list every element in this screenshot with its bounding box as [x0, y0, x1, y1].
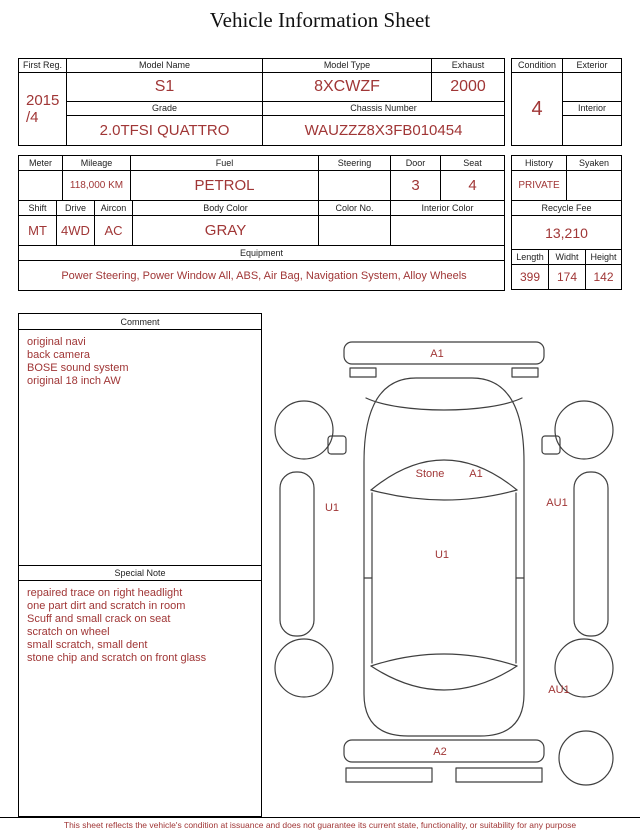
condition-table [511, 58, 622, 146]
damage-label-rear: A2 [433, 746, 447, 758]
damage-label-rear-right: AU1 [548, 684, 570, 696]
meter-label: Meter [19, 156, 63, 170]
history-table [511, 155, 622, 290]
damage-label-right-side: AU1 [546, 497, 568, 509]
height-label: Height [590, 251, 617, 262]
first-reg-month: /4 [26, 109, 39, 126]
width-value: 174 [549, 265, 586, 289]
comment-line: original navi [27, 336, 86, 348]
model-type-label: Model Type [263, 59, 432, 73]
rear-window-top-arc [371, 654, 517, 666]
body-color-label: Body Color [133, 201, 319, 215]
comment-text [19, 330, 261, 565]
steering-value [319, 171, 391, 200]
wheel-front-right [555, 401, 613, 459]
disclaimer-text: This sheet reflects the vehicle's condition at issuance and does not guarantee its current state, functionality, or suitability for any purpose [63, 820, 577, 830]
damage-label-front: A1 [430, 348, 444, 360]
damage-label-left-side: U1 [324, 502, 340, 514]
fuel-value: PETROL [131, 171, 319, 200]
body-color-value: GRAY [133, 216, 319, 245]
color-no-value [319, 216, 391, 245]
left-side-panel-shape [280, 472, 314, 636]
drive-value: 4WD [57, 216, 95, 245]
color-no-label: Color No. [319, 201, 391, 215]
equipment-label: Equipment [239, 247, 284, 258]
special-note-line: repaired trace on right headlight [27, 587, 183, 599]
car-diagram [264, 312, 624, 812]
fuel-label: Fuel [131, 156, 319, 170]
comment-line: original 18 inch AW [27, 375, 121, 387]
first-reg-label: First Reg. [19, 59, 67, 73]
right-side-panel-shape [574, 472, 608, 636]
recycle-fee-value: 13,210 [545, 224, 588, 241]
interior-color-label: Interior Color [421, 202, 474, 213]
mirror-right-shape [542, 436, 560, 454]
comment-line: BOSE sound system [27, 362, 129, 374]
recycle-fee-label: Recycle Fee [541, 202, 592, 213]
footer-divider [0, 817, 640, 830]
damage-label-windshield: A1 [469, 468, 483, 480]
damage-label-windshield-note: Stone [415, 468, 445, 480]
condition-value: 4 [512, 73, 563, 145]
identity-table [18, 58, 505, 146]
first-reg-year: 2015 [26, 91, 60, 109]
chassis-label: Chassis Number [263, 102, 504, 116]
mileage-label: Mileage [63, 156, 131, 170]
interior-value [563, 116, 621, 145]
interior-label: Interior [563, 102, 621, 116]
front-left-lamp-shape [350, 368, 376, 377]
windshield-bottom-arc [371, 490, 517, 500]
syaken-label: Syaken [578, 157, 610, 168]
chassis-value: WAUZZZ8X3FB010454 [304, 122, 463, 139]
model-name-label: Model Name [67, 59, 263, 73]
height-value: 142 [593, 270, 614, 284]
interior-color-value [391, 216, 504, 245]
wheel-rear-left [275, 639, 333, 697]
exterior-label: Exterior [563, 59, 621, 73]
specs-table [18, 155, 505, 291]
front-bumper-shape [344, 342, 544, 364]
comment-line: back camera [27, 349, 90, 361]
door-value: 3 [391, 171, 441, 200]
rear-right-lamp-shape [456, 768, 542, 782]
page-title: Vehicle Information Sheet [209, 8, 431, 32]
syaken-value [567, 171, 621, 200]
grade-value: 2.0TFSI QUATTRO [67, 116, 263, 145]
seat-label: Seat [463, 157, 482, 168]
hood-line [366, 398, 522, 410]
rear-left-lamp-shape [346, 768, 432, 782]
special-note-line: scratch on wheel [27, 626, 110, 638]
width-label: Widht [549, 250, 586, 264]
shift-label: Shift [19, 201, 57, 215]
equipment-value: Power Steering, Power Window All, ABS, Air Bag, Navigation System, Alloy Wheels [61, 269, 467, 282]
special-note-line: Scuff and small crack on seat [27, 613, 171, 625]
aircon-value: AC [95, 216, 133, 245]
length-value: 399 [512, 265, 549, 289]
grade-label: Grade [67, 102, 263, 116]
special-note-line: small scratch, small dent [27, 639, 148, 651]
history-label: History [512, 156, 567, 170]
seat-value: 4 [468, 177, 477, 194]
exhaust-value: 2000 [432, 73, 504, 102]
steering-label: Steering [319, 156, 391, 170]
shift-value: MT [19, 216, 57, 245]
special-note-text [19, 581, 261, 671]
exterior-value [563, 73, 621, 102]
exhaust-label: Exhaust [432, 59, 504, 73]
special-note-line: stone chip and scratch on front glass [27, 652, 207, 664]
rear-window-bottom-arc [371, 666, 517, 690]
special-note-label: Special Note [19, 565, 261, 581]
front-right-lamp-shape [512, 368, 538, 377]
mileage-value: 118,000 KM [63, 171, 131, 200]
comment-label: Comment [19, 314, 261, 330]
history-value: PRIVATE [512, 171, 567, 200]
wheel-front-left [275, 401, 333, 459]
comment-box [18, 313, 262, 817]
condition-label: Condition [512, 59, 563, 73]
drive-label: Drive [57, 201, 95, 215]
door-label: Door [391, 156, 441, 170]
model-name-value: S1 [67, 73, 263, 102]
meter-value [19, 171, 63, 200]
length-label: Length [512, 250, 549, 264]
damage-label-roof: U1 [434, 549, 450, 561]
first-reg-value [19, 73, 67, 145]
model-type-value: 8XCWZF [263, 73, 432, 102]
special-note-line: one part dirt and scratch in room [27, 600, 186, 612]
spare-wheel-shape [559, 731, 613, 785]
mirror-left-shape [328, 436, 346, 454]
aircon-label: Aircon [95, 201, 133, 215]
